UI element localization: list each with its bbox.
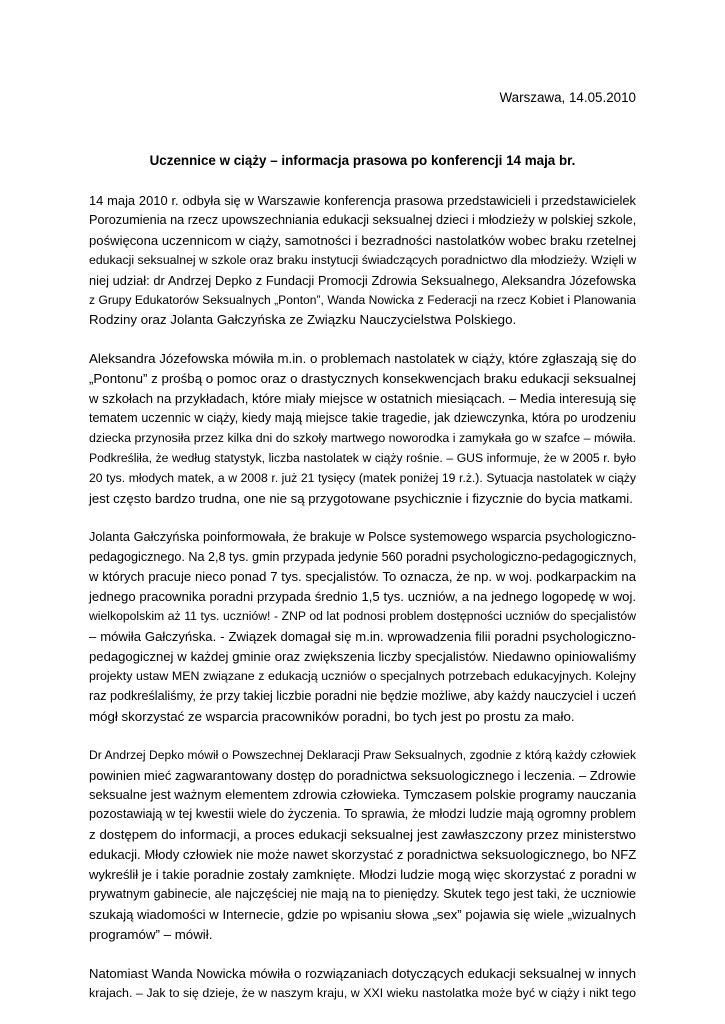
paragraph-conference-intro [89, 191, 636, 330]
text-line: 20 tys. młodych matek, a w 2008 r. już 21 tysięcy (matek poniżej 19 r.ż.). Sytuacja nastolatek w ciąży [89, 470, 636, 485]
text-line: pedagogicznej w każdej gminie oraz zwiększenia liczby specjalistów. Niedawno opiniowaliśmy [89, 649, 636, 665]
text-line: krajach. – Jak to się dzieje, że w naszym kraju, w XXI wieku nastolatka może być w ciąży i nikt tego [89, 985, 636, 1000]
text-line: 14 maja 2010 r. odbyła się w Warszawie konferencja prasowa przedstawicieli i przedstawicielek [89, 193, 636, 208]
paragraph-depko [89, 746, 636, 945]
text-line: z dostępem do informacji, a proces edukacji seksualnej jest zawłaszczony przez ministerstwo [89, 827, 636, 843]
text-line: – mówiła Gałczyńska. - Związek domagał się m.in. wprowadzenia filii poradni psychologiczno- [89, 629, 636, 645]
text-line: seksualne jest ważnym elementem zdrowia człowieka. Tymczasem polskie programy nauczania [89, 787, 637, 803]
text-line: powinien mieć zagwarantowany dostęp do poradnictwa seksuologicznego i leczenia. – Zdrowie [89, 767, 637, 783]
paragraph-nowicka [89, 964, 636, 1004]
text-line: Aleksandra Józefowska mówiła m.in. o problemach nastolatek w ciąży, które zgłaszają się do [89, 351, 637, 367]
text-line: dziecka przynosiła przez kilka dni do szkoły martwego noworodka i zamykała go w szafce – mówiła. [89, 430, 636, 445]
paragraph-jozefowska [89, 349, 636, 508]
document-date: Warszawa, 14.05.2010 [499, 90, 636, 105]
text-line: prywatnym gabinecie, ale najczęściej nie mają na to pieniędzy. Skutek tego jest taki, że uczniowie [89, 887, 636, 901]
text-line: mógł skorzystać ze wsparcia pracowników poradni, bo tych jest po prostu za mało. [89, 708, 575, 724]
text-line: niej udział: dr Andrzej Depko z Fundacji Promocji Zdrowia Seksualnego, Aleksandra Józefowska [89, 272, 636, 288]
text-line: tematem uczennic w ciąży, kiedy mają miejsce takie tragedie, jak dziewczynka, która po urodzeniu [89, 411, 636, 426]
paragraph-galczynska [89, 528, 636, 727]
text-line: „Pontonu” z prośbą o pomoc oraz o drastycznych konsekwencjach braku edukacji seksualnej [89, 371, 636, 387]
text-line: w których pracuje nieco ponad 7 tys. specjalistów. To oznacza, że np. w woj. podkarpackim na [89, 569, 636, 585]
text-line: Jolanta Gałczyńska poinformowała, że brakuje w Polsce systemowego wsparcia psychologiczno- [89, 529, 636, 544]
text-line: edukacji. Młody człowiek nie może nawet skorzystać z poradnictwa seksuologicznego, bo NFZ [89, 847, 637, 863]
text-line: wielkopolskim aż 11 tys. uczniów! - ZNP od lat podnosi problem dostępności uczniów do specjalistów [89, 609, 636, 624]
text-line: jednego pracownika poradni przypada średnio 1,5 tys. uczniów, a na jednego logopedę w woj. [89, 589, 636, 605]
text-line: szukają wiadomości w Internecie, gdzie po wpisaniu słowa „sex” pojawia się wiele „wizualnych [89, 906, 636, 922]
text-line: pedagogicznego. Na 2,8 tys. gmin przypada jedynie 560 poradni psychologiczno-pedagogicznych, [89, 549, 637, 564]
text-line: wykreślił je i takie poradnie zostały zamknięte. Młodzi ludzie mogą więc skorzystać z poradni w [89, 867, 636, 883]
text-line: z Grupy Edukatorów Seksualnych „Ponton”, Wanda Nowicka z Federacji na rzecz Kobiet i Planowania [89, 292, 636, 307]
text-line: w szkołach na przykładach, które miały miejsce w ostatnich miesiącach. – Media interesują się [89, 391, 637, 407]
text-line: Natomiast Wanda Nowicka mówiła o rozwiązaniach dotyczących edukacji seksualnej w innych [89, 965, 636, 981]
text-line: raz podkreślaliśmy, że przy takiej liczbie poradni nie będzie możliwe, aby każdy nauczyciel i uczeń [89, 688, 637, 703]
text-line: poświęcona uczennicom w ciąży, samotności i bezradności nastolatków wobec braku rzetelnej [89, 232, 636, 248]
document-title: Uczennice w ciąży – informacja prasowa po konferencji 14 maja br. [149, 153, 576, 168]
text-line: projekty ustaw MEN związane z edukacją uczniów o specjalnych potrzebach edukacyjnych. Kolejny [89, 668, 636, 683]
text-line: Podkreśliła, że według statystyk, liczba nastolatek w ciąży rośnie. – GUS informuje, że w 2005 r. było [89, 450, 636, 465]
text-line: Rodziny oraz Jolanta Gałczyńska ze Związku Nauczycielstwa Polskiego. [89, 312, 517, 328]
text-line: Porozumienia na rzecz upowszechniania edukacji seksualnej dzieci i młodzieży w polskiej szkole, [89, 212, 637, 227]
text-line: pozostawiają w tej kwestii wiele do życzenia. To sprawia, że młodzi ludzie mają ogromny problem [89, 807, 636, 822]
text-line: programów” – mówił. [89, 926, 213, 942]
text-line: Dr Andrzej Depko mówił o Powszechnej Deklaracji Praw Seksualnych, zgodnie z którą każdy człowiek [89, 747, 636, 762]
text-line: edukacji seksualnej w szkole oraz braku instytucji świadczących poradnictwo dla młodzieży. Wzięli w [89, 252, 637, 267]
text-line: jest często bardzo trudna, one nie są przygotowane psychicznie i fizycznie do bycia matkami. [89, 490, 633, 506]
